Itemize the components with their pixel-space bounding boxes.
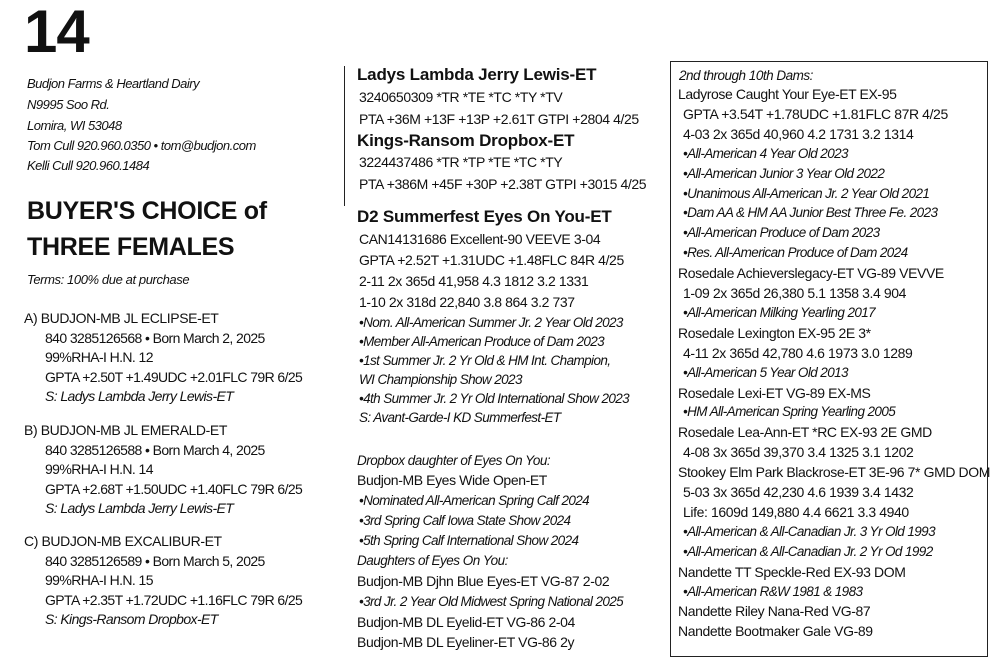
dam-line: CAN14131686 Excellent-90 VEEVE 3-04 [359,231,601,247]
dam-name: D2 Summerfest Eyes On You-ET [357,207,612,226]
dam-ancestor-data: 4-11 2x 365d 42,780 4.6 1973 3.0 1289 [683,344,913,361]
maternal-pedigree-box [670,61,988,657]
dam-honor: •Nom. All-American Summer Jr. 2 Year Old 2023 [359,315,623,330]
dam-ancestor-honor: •All-American & All-Canadian Jr. 2 Yr Od 1992 [683,543,933,559]
lot-title: B) BUDJON-MB JL EMERALD-ET [24,422,227,438]
consignor-line: Lomira, WI 53048 [27,118,122,133]
dam-ancestor-data: 5-03 3x 365d 42,230 4.6 1939 3.4 1432 [683,484,914,500]
dam-ancestor-honor: •All-American 4 Year Old 2023 [683,145,848,161]
dropbox-daughter-name: Budjon-MB Eyes Wide Open-ET [357,472,547,488]
dam-ancestor-name: Ladyrose Caught Your Eye-ET EX-95 [678,86,897,102]
sire-reg: 3224437486 *TR *TP *TE *TC *TY [359,154,563,170]
sire-divider [344,66,345,206]
dam-honor: •4th Summer Jr. 2 Yr Old International Show 2023 [359,391,630,406]
lot-sire-line: S: Ladys Lambda Jerry Lewis-ET [45,500,234,516]
dropbox-intro: Dropbox daughter of Eyes On You: [357,453,551,468]
dam-ancestor-honor: •Res. All-American Produce of Dam 2024 [683,245,908,261]
lot-id-line: 840 3285126568 • Born March 2, 2025 [45,330,265,346]
sire-reg: 3240650309 *TR *TE *TC *TY *TV [359,89,563,105]
dam-ancestor-name: Nandette Riley Nana-Red VG-87 [678,603,871,620]
lot-number: 14 [24,0,89,65]
dam-ancestor-honor: •HM All-American Spring Yearling 2005 [683,404,896,420]
lot-id-line: 840 3285126589 • Born March 5, 2025 [45,553,265,569]
sire-name: Ladys Lambda Jerry Lewis-ET [357,65,597,84]
dam-ancestor-honor: •All-American R&W 1981 & 1983 [683,583,863,599]
dam-honor: •1st Summer Jr. 2 Yr Old & HM Int. Champion, [359,353,611,368]
lot-id-line: 840 3285126588 • Born March 4, 2025 [45,442,265,458]
dam-ancestor-honor: •Dam AA & HM AA Junior Best Three Fe. 2023 [683,205,938,221]
dam-ancestor-honor: •All-American & All-Canadian Jr. 3 Yr Old 1993 [683,523,935,539]
consignor-line: Tom Cull 920.960.0350 • tom@budjon.com [27,138,256,153]
daughter-honor: •3rd Jr. 2 Year Old Midwest Spring National 2025 [359,594,624,609]
consignor-line: Budjon Farms & Heartland Dairy [27,76,200,91]
lot-title: C) BUDJON-MB EXCALIBUR-ET [24,533,222,549]
lot-gpta-line: GPTA +2.68T +1.50UDC +1.40FLC 79R 6/25 [45,481,303,497]
dropbox-honor: •5th Spring Calf International Show 2024 [359,533,579,548]
dam-line: GPTA +2.52T +1.31UDC +1.48FLC 84R 4/25 [359,252,624,268]
dam-honor: WI Championship Show 2023 [359,372,522,387]
dam-ancestor-name: Stookey Elm Park Blackrose-ET 3E-96 7* GMD DOM [678,464,990,481]
dam-ancestor-data: 1-09 2x 365d 26,380 5.1 1358 3.4 904 [683,285,907,301]
dam-ancestor-data: 4-08 3x 365d 39,370 3.4 1325 3.1 1202 [683,444,914,461]
lot-rha-line: 99%RHA-I H.N. 14 [45,461,153,477]
dam-honor: •Member All-American Produce of Dam 2023 [359,334,605,349]
dropbox-honor: •3rd Spring Calf Iowa State Show 2024 [359,513,571,528]
dam-ancestor-honor: •Unanimous All-American Jr. 2 Year Old 2021 [683,185,930,201]
lot-gpta-line: GPTA +2.50T +1.49UDC +2.01FLC 79R 6/25 [45,369,303,385]
offering-heading: THREE FEMALES [27,233,235,261]
daughter-line: Budjon-MB DL Eyeliner-ET VG-86 2y [357,634,575,650]
lot-rha-line: 99%RHA-I H.N. 15 [45,572,153,588]
dam-ancestor-name: Rosedale Lea-Ann-ET *RC EX-93 2E GMD [678,424,932,441]
consignor-line: N9995 Soo Rd. [27,97,110,112]
dam-line: 1-10 2x 318d 22,840 3.8 864 3.2 737 [359,294,575,310]
offering-heading: BUYER'S CHOICE of [27,197,267,225]
dam-ancestor-name: Nandette Bootmaker Gale VG-89 [678,623,873,640]
lot-rha-line: 99%RHA-I H.N. 12 [45,349,153,365]
lot-gpta-line: GPTA +2.35T +1.72UDC +1.16FLC 79R 6/25 [45,592,303,608]
sire-pta: PTA +386M +45F +30P +2.38T GTPI +3015 4/25 [359,176,647,192]
daughter-line: Budjon-MB DL Eyelid-ET VG-86 2-04 [357,614,575,630]
dam-ancestor-data: Life: 1609d 149,880 4.4 6621 3.3 4940 [683,503,909,520]
dam-ancestor-honor: •All-American Milking Yearling 2017 [683,304,876,320]
lot-sire-line: S: Kings-Ransom Dropbox-ET [45,611,218,627]
dams-title: 2nd through 10th Dams: [679,68,813,83]
lot-sire-line: S: Ladys Lambda Jerry Lewis-ET [45,388,234,404]
dam-ancestor-data: 4-03 2x 365d 40,960 4.2 1731 3.2 1314 [683,125,914,142]
dam-ancestor-honor: •All-American Junior 3 Year Old 2022 [683,165,885,181]
dam-ancestor-honor: •All-American Produce of Dam 2023 [683,225,880,241]
dropbox-honor: •Nominated All-American Spring Calf 2024 [359,493,590,508]
dam-ancestor-honor: •All-American 5 Year Old 2013 [683,364,848,380]
sire-name: Kings-Ransom Dropbox-ET [357,131,575,150]
daughter-line: Budjon-MB Djhn Blue Eyes-ET VG-87 2-02 [357,573,610,589]
dam-ancestor-name: Nandette TT Speckle-Red EX-93 DOM [678,563,906,580]
dam-ancestor-name: Rosedale Lexington EX-95 2E 3* [678,324,871,341]
daughters-intro: Daughters of Eyes On You: [357,553,508,568]
consignor-line: Kelli Cull 920.960.1484 [27,158,150,173]
dam-ancestor-name: Rosedale Achieverslegacy-ET VG-89 VEVVE [678,265,944,282]
dam-ancestor-data: GPTA +3.54T +1.78UDC +1.81FLC 87R 4/25 [683,105,948,122]
maternal-pedigree-list [671,62,990,656]
dam-ancestor-name: Rosedale Lexi-ET VG-89 EX-MS [678,384,871,401]
lot-title: A) BUDJON-MB JL ECLIPSE-ET [24,310,219,326]
dam-line: 2-11 2x 365d 41,958 4.3 1812 3.2 1331 [359,273,589,289]
dam-sire: S: Avant-Garde-I KD Summerfest-ET [359,410,561,425]
terms-text: Terms: 100% due at purchase [27,272,190,287]
sire-pta: PTA +36M +13F +13P +2.61T GTPI +2804 4/25 [359,111,639,127]
